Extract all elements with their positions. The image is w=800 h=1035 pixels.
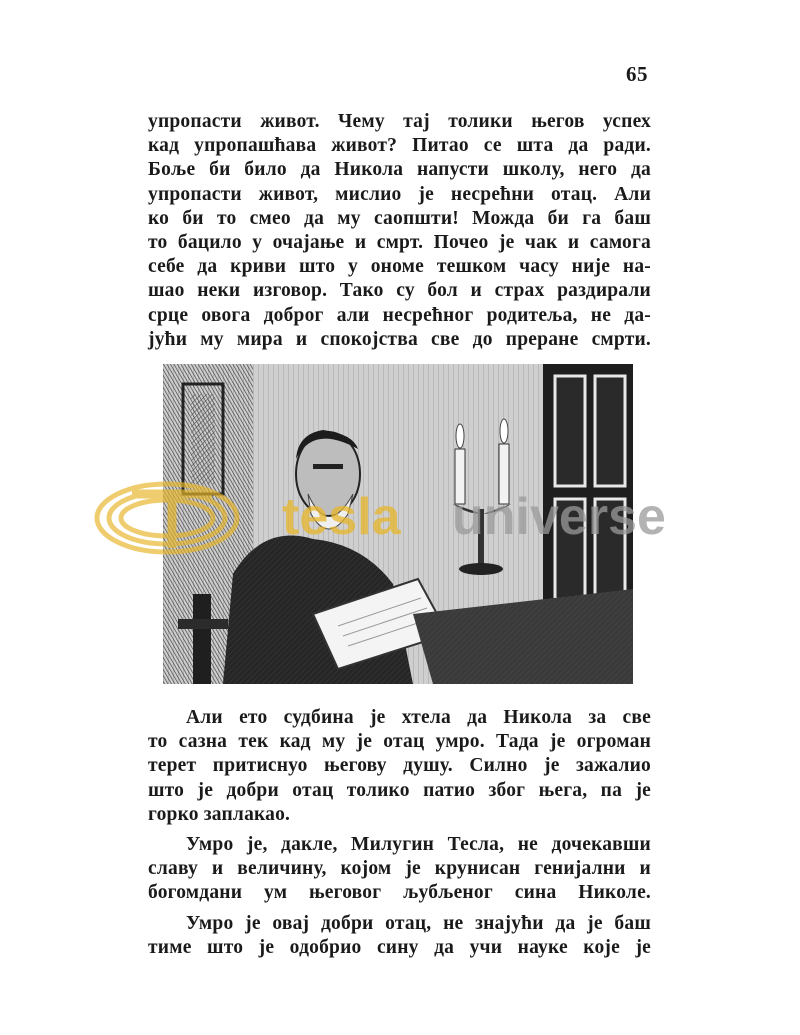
text-bottom — [148, 706, 651, 960]
text-line: Умро је овај добри отац, не знајући да је баш — [186, 912, 651, 934]
text-line: што је добри отац толико патио због њега, па је — [148, 779, 651, 801]
text-line: јући му мира и спокојства све до прерaне смрти. — [148, 328, 651, 350]
text-line: кад упропашћава живот? Питао се шта да ради. — [148, 135, 651, 157]
paragraph-top — [148, 110, 651, 352]
text-line: упропасти живот, мислио је несрећни отац. Али — [148, 183, 651, 205]
text-line: тиме што је одобрио сину да учи науке које је — [148, 936, 651, 958]
page-number: 65 — [626, 62, 648, 86]
tesla-universe-watermark — [92, 478, 712, 558]
text-line: срце овога доброг али несрећног родитеља, не да- — [148, 304, 651, 326]
text-line: шао неки изговор. Тако су бол и страх раздирали — [148, 280, 651, 302]
text-line: терет притиснуо његову душу. Силно је зажалио — [148, 755, 651, 777]
text-line: Умро је, дакле, Милугин Тесла, не дочекавши — [186, 833, 651, 855]
text-line: Боље би било да Никола напусти школу, него да — [148, 159, 651, 181]
tesla-universe-logo-icon — [97, 484, 237, 552]
text-line: славу и величину, којом је крунисан генијални и — [148, 858, 651, 880]
text-line: то бацило у очајање и смрт. Почео је чак и самога — [148, 231, 651, 253]
text-line: горко заплакао. — [148, 803, 291, 825]
watermark-word-universe: universe — [452, 488, 666, 546]
text-line: себе да криви што у ономе тешком часу није на- — [148, 256, 651, 278]
text-line: ко би то смео да му саопшти! Можда би га баш — [148, 207, 651, 229]
text-line: Али ето судбина је хтела да Никола за све — [186, 707, 651, 728]
watermark-word-tesla: tesla — [282, 488, 401, 546]
text-line: упропасти живот. Чему тај толики његов успех — [148, 111, 651, 132]
text-line: богомдани ум његовог љубљеног сина Николе. — [148, 882, 651, 904]
text-line: то сазна тек кад му је отац умро. Тада је огроман — [148, 731, 651, 753]
